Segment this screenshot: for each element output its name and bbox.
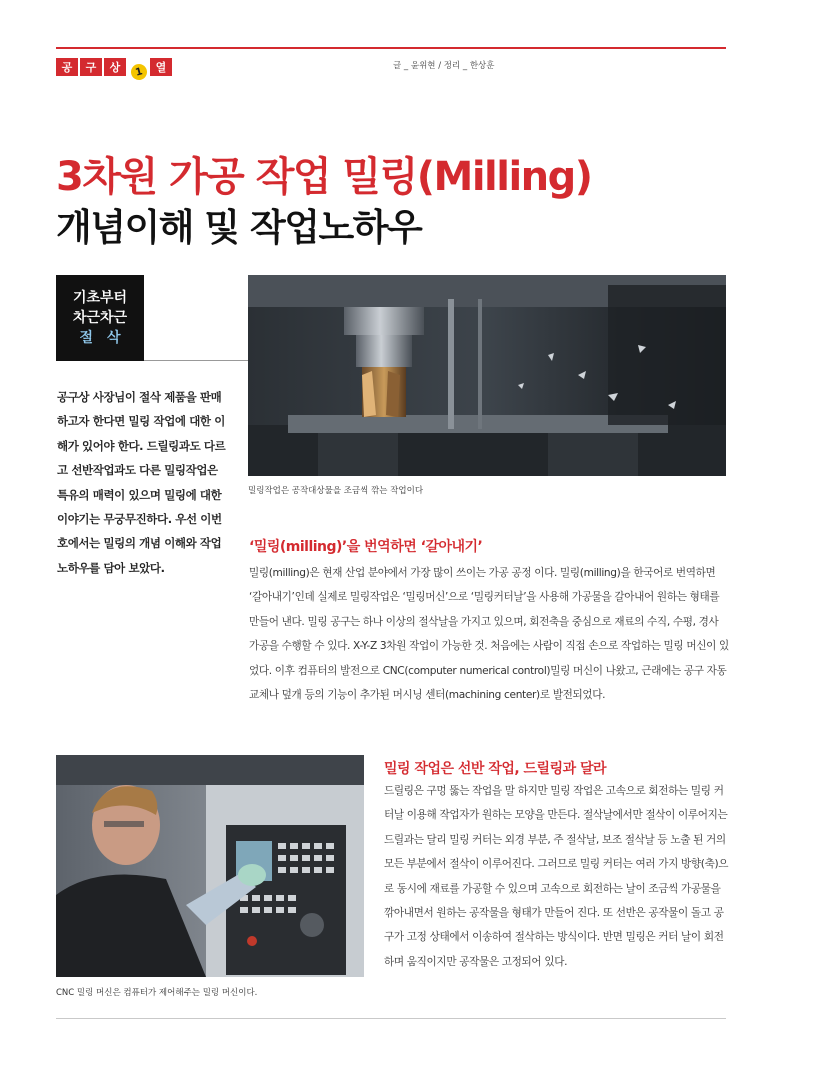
section1-heading: ‘밀링(milling)’을 번역하면 ‘갈아내기’ — [249, 539, 483, 555]
section2-body: 드릴링은 구멍 뚫는 작업을 말 하지만 밀링 작업은 고속으로 회전하는 밀링 커터날 이용해 작업자가 원하는 모양을 만든다. 절삭날에서만 절삭이 이루어지는 드릴과는 달리 밀링 커터는 외경 부분, 주 절삭날, 보조 절삭날 등 노출 된 거의 모든 부분에서 절삭이 이루어진다. 그러므로 밀링 커터는 여러 가지 방향(축)으로 동시에 재료를 가공할 수 있으며 고속으로 회전하는 날이 조금씩 가공물을 깎아내면서 원하는 공작물을 형태가 만들어 진다. 또 선반은 공작물이 돌고 공구가 고정 상태에서 이송하여 절삭하는 방식이다. 반면 밀링은 커터 날이 회전하며 움직이지만 공작물은 고정되어 있다. — [384, 785, 729, 968]
tag-line-1: 기초부터 — [72, 290, 128, 306]
title-line-2: 개념이해 및 작업노하우 — [56, 206, 422, 249]
milling-cutter-illustration — [248, 275, 726, 476]
header-rule — [56, 47, 726, 49]
tag-line-3: 절삭 — [79, 330, 135, 346]
photo1-caption: 밀링작업은 공작대상물을 조금씩 깎는 작업이다 — [248, 486, 424, 496]
series-char: 열 — [150, 58, 172, 76]
section2-heading: 밀링 작업은 선반 작업, 드릴링과 달라 — [384, 761, 607, 777]
footer-rule — [56, 1018, 726, 1019]
section1-body: 밀링(milling)은 현재 산업 분야에서 가장 많이 쓰이는 가공 공정 이다. 밀링(milling)을 한국어로 번역하면 ‘갈아내기’인데 실제로 밀링작업은 ‘밀링머신’으로 ‘밀링커터날’을 사용해 가공물을 갈아내어 원하는 형태를 만들어 낸다. 밀링 공구는 하나 이상의 절삭날을 가지고 있으며, 회전축을 중심으로 재료의 수직, 수평, 경사 가공을 수행할 수 있다. X-Y-Z 3차원 작업이 가능한 것. 처음에는 사람이 직접 손으로 작업하는 밀링 머신이 있었다. 이후 컴퓨터의 발전으로 CNC(computer numerical control)밀링 머신이 나왔고, 근래에는 공구 자동 교체나 덮개 등의 기능이 추가된 머시닝 센터(machining center)로 발전되었다. — [249, 567, 729, 702]
series-char: 상 — [104, 58, 126, 76]
tag-rule — [144, 360, 248, 361]
section-tag — [56, 275, 144, 361]
title-line-1: 3차원 가공 작업 밀링(Milling) — [56, 154, 592, 200]
intro-text: 공구상 사장님이 절삭 제품을 판매하고자 한다면 밀링 작업에 대한 이해가 있어야 한다. 드릴링과도 다르고 선반작업과도 다른 밀링작업은 특유의 매력이 있으며 밀링에 대한 이야기는 무궁무진하다. 우선 이번호에서는 밀링의 개념 이해와 작업 노하우를 담아 보았다. — [57, 390, 226, 575]
milling-photo — [248, 275, 726, 476]
series-number: 1 — [129, 62, 149, 82]
series-char: 공 — [56, 58, 78, 76]
cnc-operator-illustration — [56, 755, 364, 977]
series-badge — [56, 54, 174, 80]
tag-line-2: 차근차근 — [72, 310, 128, 326]
cnc-operator-photo — [56, 755, 364, 977]
byline: 글 _ 윤위현 / 정리 _ 한상훈 — [393, 61, 495, 71]
series-char: 구 — [80, 58, 102, 76]
photo2-caption: CNC 밀링 머신은 컴퓨터가 제어해주는 밀링 머신이다. — [56, 988, 258, 998]
